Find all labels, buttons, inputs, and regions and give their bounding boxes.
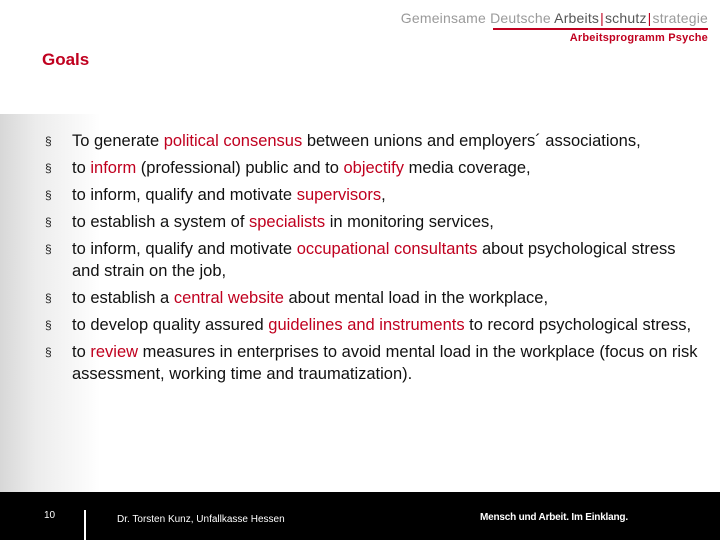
logo-text-part3: schutz bbox=[604, 10, 647, 26]
logo bbox=[401, 10, 708, 44]
goal-text: to develop quality assured bbox=[72, 316, 269, 334]
goal-text: to inform, qualify and motivate bbox=[72, 186, 297, 204]
bullet-marker-icon: § bbox=[45, 215, 52, 229]
goal-item bbox=[42, 287, 707, 309]
page-number: 10 bbox=[44, 510, 56, 521]
goal-text: , bbox=[381, 186, 386, 204]
goal-text: measures in enterprises to avoid mental load in the workplace (focus on risk assessment, working time and traumatization). bbox=[72, 343, 698, 383]
footer-author: Dr. Torsten Kunz, Unfallkasse Hessen bbox=[117, 514, 285, 525]
goal-text: to bbox=[72, 343, 91, 361]
goal-item bbox=[42, 341, 707, 385]
goal-text: to establish a system of bbox=[72, 213, 249, 231]
goal-text: in monitoring services, bbox=[325, 213, 494, 231]
goal-text: to establish a bbox=[72, 289, 174, 307]
goal-text: media coverage, bbox=[404, 159, 531, 177]
footer-bar bbox=[0, 492, 720, 540]
logo-wordmark bbox=[401, 10, 708, 26]
goal-text: (professional) public and to bbox=[136, 159, 344, 177]
highlighted-term: central website bbox=[173, 289, 284, 307]
footer-divider bbox=[84, 510, 86, 540]
goal-item bbox=[42, 130, 707, 152]
goal-text: about mental load in the workplace, bbox=[283, 289, 549, 307]
logo-separator: | bbox=[600, 10, 604, 26]
highlighted-term: review bbox=[90, 343, 139, 361]
highlighted-term: occupational consultants bbox=[296, 240, 478, 258]
goal-item bbox=[42, 211, 707, 233]
logo-rule bbox=[493, 28, 708, 30]
highlighted-term: specialists bbox=[249, 213, 326, 231]
logo-separator: | bbox=[647, 10, 652, 26]
bullet-marker-icon: § bbox=[45, 345, 52, 359]
slide-title: Goals bbox=[42, 50, 90, 69]
logo-text-part1: Gemeinsame Deutsche bbox=[400, 10, 555, 26]
goal-item bbox=[42, 238, 707, 282]
logo-text-part4: strategie bbox=[652, 10, 708, 26]
logo-subline: Arbeitsprogramm Psyche bbox=[569, 32, 708, 44]
goal-text: to record psychological stress, bbox=[464, 316, 692, 334]
highlighted-term: supervisors bbox=[296, 186, 382, 204]
goal-text: to inform, qualify and motivate bbox=[72, 240, 297, 258]
goal-item bbox=[42, 184, 707, 206]
goals-list bbox=[42, 130, 707, 390]
goal-item bbox=[42, 314, 707, 336]
highlighted-term: inform bbox=[90, 159, 137, 177]
goal-text: between unions and employers´ associations, bbox=[302, 132, 641, 150]
bullet-marker-icon: § bbox=[45, 188, 52, 202]
bullet-marker-icon: § bbox=[45, 291, 52, 305]
goal-item bbox=[42, 157, 707, 179]
bullet-marker-icon: § bbox=[45, 318, 52, 332]
bullet-marker-icon: § bbox=[45, 134, 52, 148]
logo-text-part2: Arbeits bbox=[554, 10, 600, 26]
footer-brand: Mensch und Arbeit. Im Einklang. bbox=[480, 512, 628, 523]
bullet-marker-icon: § bbox=[45, 242, 52, 256]
goal-text: To generate bbox=[72, 132, 164, 150]
highlighted-term: guidelines and instruments bbox=[268, 316, 465, 334]
bullet-marker-icon: § bbox=[45, 161, 52, 175]
goal-text: about psychological stress and strain on the job, bbox=[72, 240, 676, 280]
highlighted-term: political consensus bbox=[163, 132, 303, 150]
highlighted-term: objectify bbox=[343, 159, 405, 177]
goal-text: to bbox=[72, 159, 91, 177]
